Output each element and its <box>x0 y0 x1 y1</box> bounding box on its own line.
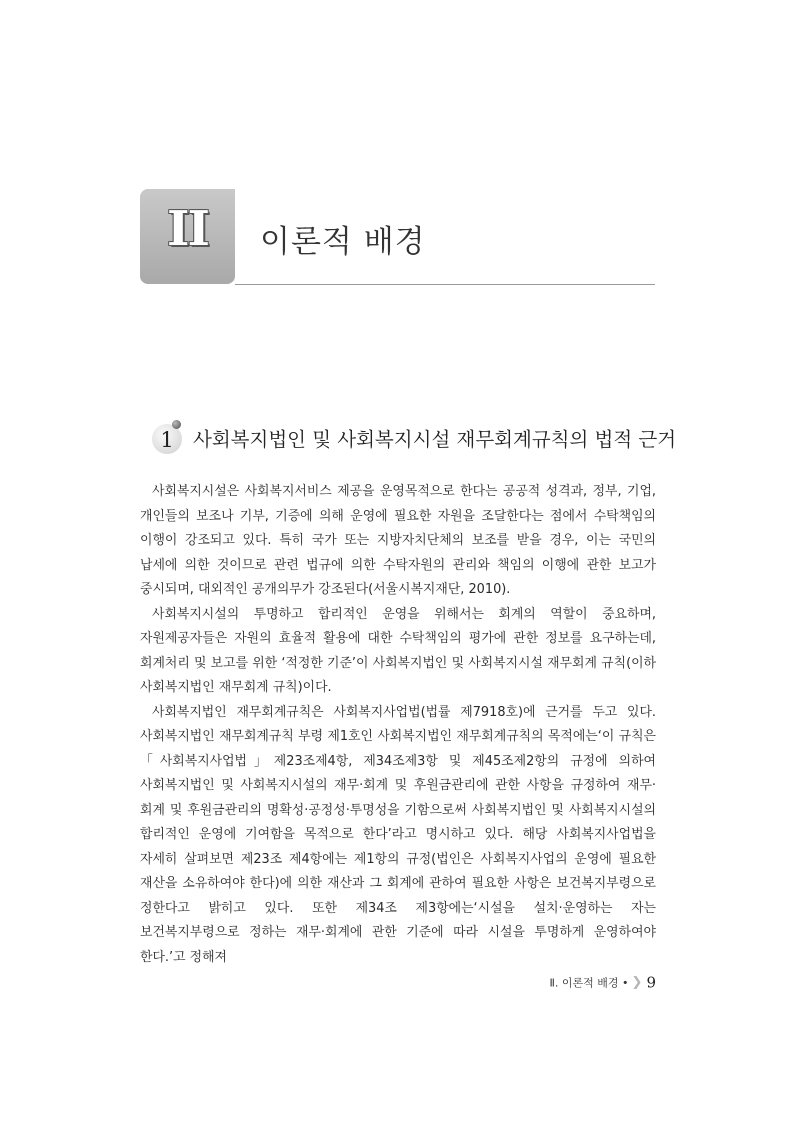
chapter-divider <box>235 284 655 285</box>
paragraph: 사회복지시설의 투명하고 합리적인 운영을 위해서는 회계의 역할이 중요하며, 자원제공자들은 자원의 효율적 활용에 대한 수탁책임의 평가에 관한 정보를 요구하는데, 회계처리 및 보고를 위한 ‘적정한 기준’이 사회복지법인 및 사회복지시설 재무회계 규칙(이하 사회복지법인 재무회계 규칙)이다. <box>140 606 656 695</box>
section-number: 1 <box>160 428 174 452</box>
section-title: 사회복지법인 및 사회복지시설 재무회계규칙의 법적 근거 <box>193 428 677 451</box>
chapter-title: 이론적 배경 <box>260 224 426 260</box>
chevron-right-icon: ❯ <box>631 975 643 990</box>
body-text <box>140 480 656 970</box>
page-footer <box>400 972 656 994</box>
chapter-number-box <box>140 189 235 284</box>
page-number: 9 <box>646 973 656 992</box>
paragraph: 사회복지시설은 사회복지서비스 제공을 운영목적으로 한다는 공공적 성격과, 정부, 기업, 개인들의 보조나 기부, 기증에 의해 운영에 필요한 자원을 조달한다는 점에서 수탁책임의 이행이 강조되고 있다. 특히 국가 또는 지방자치단체의 보조를 받을 경우, 이는 국민의 납세에 의한 것이므로 관련 법규에 의한 수탁자원의 관리와 책임의 이행에 관한 보고가 중시되며, 대외적인 공개의무가 강조된다(서울시복지재단, 2010). <box>140 484 656 597</box>
bullet-dot-icon <box>172 420 181 429</box>
paragraph: 사회복지법인 재무회계규칙은 사회복지사업법(법률 제7918호)에 근거를 두고 있다. 사회복지법인 재무회계규칙 부령 제1호인 사회복지법인 재무회계규칙의 목적에는‘이 규칙은「사회복지사업법」제23조제4항, 제34조제3항 및 제45조제2항의 규정에 의하여 사회복지법인 및 사회복지시설의 재무·회계 및 후원금관리에 관한 사항을 규정하여 재무·회계 및 후원금관리의 명확성·공정성·투명성을 기함으로써 사회복지법인 및 사회복지시설의 합리적인 운영에 기여함을 목적으로 한다’라고 명시하고 있다. 해당 사회복지사업법을 자세히 살펴보면 제23조 제4항에는 제1항의 규정(법인은 사회복지사업의 운영에 필요한 재산을 소유하여야 한다)에 의한 재산과 그 회계에 관하여 필요한 사항은 보건복지부령으로 정한다고 밝히고 있다. 또한 제34조 제3항에는‘시설을 설치·운영하는 자는 보건복지부령으로 정하는 재무·회계에 관한 기준에 따라 시설을 투명하게 운영하여야 한다.’고 정해져 <box>140 704 656 965</box>
chapter-numeral: II <box>167 201 208 257</box>
running-footer-label: Ⅱ. 이론적 배경 • <box>549 976 629 990</box>
